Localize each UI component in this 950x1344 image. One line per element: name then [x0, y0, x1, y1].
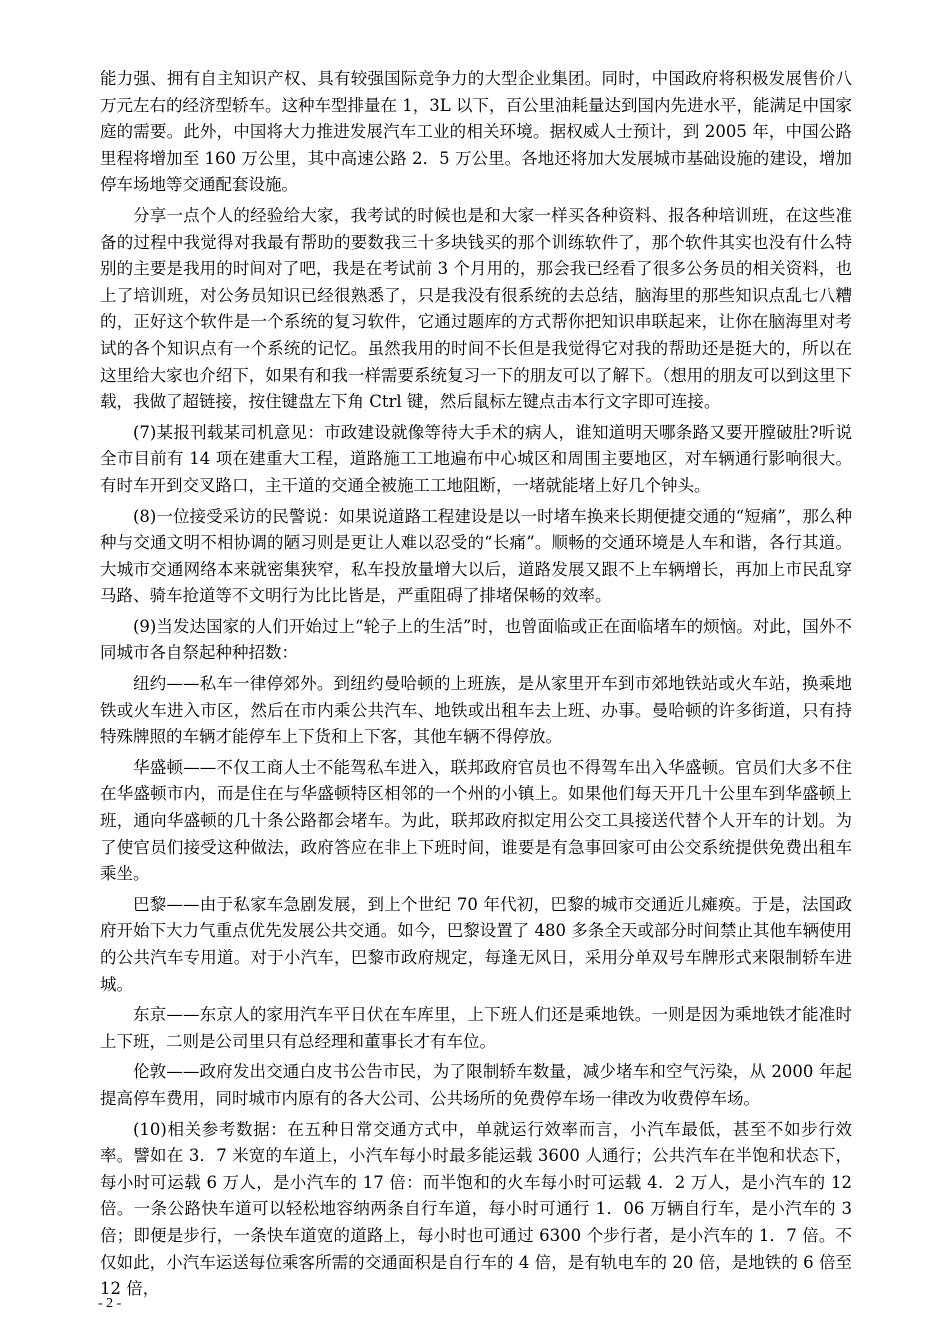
paragraph-continuation: 能力强、拥有自主知识产权、具有较强国际竞争力的大型企业集团。同时，中国政府将积极发展售价八万元左右的经济型轿车。这种车型排量在 1，3L 以下，百公里油耗量达到国内先进水平，能满足中国家庭的需要。此外，中国将大力推进发展汽车工业的相关环境。据权威人士预计，到 2005 年，中国公路里程将增加至 160 万公里，其中高速公路 2．5 万公里。各地还将加大发展城市基础设施的建设，增加停车场地等交通配套设施。 — [100, 69, 852, 195]
paragraph-washington: 华盛顿——不仅工商人士不能驾私车进入，联邦政府官员也不得驾车出入华盛顿。官员们大多不住在华盛顿市内，而是住在与华盛顿特区相邻的一个州的小镇上。如果他们每天开几十公里车到华盛顿上班，通向华盛顿的几十条公路都会堵车。为此，联邦政府拟定用公交工具接送代替个人开车的计划。为了使官员们接受这种做法，政府答应在非上下班时间，谁要是有急事回家可由公交系统提供免费出租车乘坐。 — [100, 757, 852, 884]
paragraph-experience-sharing[interactable]: 分享一点个人的经验给大家，我考试的时候也是和大家一样买各种资料、报各种培训班，在这些准备的过程中我觉得对我最有帮助的要数我三十多块钱买的那个训练软件了，那个软件其实也没有什么特别的主要是我用的时间对了吧，我是在考试前 3 个月用的，那会我已经看了很多公务员的相关资料，也上了培训班，对公务员知识已经很熟悉了，只是我没有很系统的去总结，脑海里的那些知识点乱七八糟的，正好这个软件是一个系统的复习软件，它通过题库的方式帮你把知识串联起来，让你在脑海里对考试的各个知识点有一个系统的记忆。虽然我用的时间不长但是我觉得它对我的帮助还是挺大的，所以在这里给大家也介绍下，如果有和我一样需要系统复习一下的朋友可以了解下。（想用的朋友可以到这里下载，我做了超链接，按住键盘左下角 Ctrl 键，然后鼠标左键点击本行文字即可连接。 — [100, 205, 852, 412]
paragraph-item-8: (8)一位接受采访的民警说：如果说道路工程建设是以一时堵车换来长期便捷交通的“短痛”，那么种种与交通文明不相协调的陋习则是更让人难以忍受的“长痛”。顺畅的交通环境是人车和谐，各行其道。大城市交通网络本来就密集狭窄，私车投放量增大以后，道路发展又跟不上车辆增长，再加上市民乱穿马路、骑车抢道等不文明行为比比皆是，严重阻碍了排堵保畅的效率。 — [100, 506, 852, 606]
page-number: - 2 - — [98, 1296, 122, 1311]
paragraph-london: 伦敦——政府发出交通白皮书公告市民，为了限制轿车数量，减少堵车和空气污染，从 2000 年起提高停车费用，同时城市内原有的各大公司、公共场所的免费停车场一律改为收费停车场。 — [100, 1062, 852, 1108]
paragraph-tokyo: 东京——东京人的家用汽车平日伏在车库里，上下班人们还是乘地铁。一则是因为乘地铁才能准时上下班，二则是公司里只有总经理和董事长才有车位。 — [100, 1005, 852, 1051]
paragraph-paris: 巴黎——由于私家车急剧发展，到上个世纪 70 年代初，巴黎的城市交通近儿瘫痪。于是，法国政府开始下大力气重点优先发展公共交通。如今，巴黎设置了 480 多条全天或部分时间禁止其他车辆使用的公共汽车专用道。对于小汽车，巴黎市政府规定，每逢无风日，采用分单双号车牌形式来限制轿车进城。 — [100, 894, 852, 994]
document-body — [100, 66, 852, 1307]
paragraph-new-york: 纽约——私车一律停郊外。到纽约曼哈顿的上班族，是从家里开车到市郊地铁站或火车站，换乘地铁或火车进入市区，然后在市内乘公共汽车、地铁或出租车去上班、办事。曼哈顿的许多街道，只有持特殊牌照的车辆才能停车上下货和上下客，其他车辆不得停放。 — [100, 674, 852, 747]
paragraph-item-7: (7)某报刊载某司机意见：市政建设就像等待大手术的病人，谁知道明天哪条路又要开膛破肚?听说全市目前有 14 项在建重大工程，道路施工工地遍布中心城区和周围主要地区，对车辆通行影响很大。有时车开到交叉路口，主干道的交通全被施工工地阻断，一堵就能堵上好几个钟头。 — [100, 422, 852, 495]
paragraph-item-10: (10)相关参考数据：在五种日常交通方式中，单就运行效率而言，小汽车最低，甚至不如步行效率。譬如在 3．7 米宽的车道上，小汽车每小时最多能运载 3600 人通行；公共汽车在半饱和状态下，每小时可运载 6 万人，是小汽车的 17 倍：而半饱和的火车每小时可运载 4．2 万人，是小汽车的 12 倍。一条公路快车道可以轻松地容纳两条自行车道，每小时可通行 1．06 万辆自行车，是小汽车的 3 倍；即便是步行，一条快车道宽的道路上，每小时也可通过 6300 个步行者，是小汽车的 1．7 倍。不仅如此，小汽车运送每位乘客所需的交通面积是自行车的 4 倍，是有轨电车的 20 倍，是地铁的 6 倍至 12 倍， — [100, 1119, 852, 1299]
paragraph-item-9: (9)当发达国家的人们开始过上“轮子上的生活”时，也曾面临或正在面临堵车的烦恼。对此，国外不同城市各自祭起种种招数： — [100, 616, 852, 663]
